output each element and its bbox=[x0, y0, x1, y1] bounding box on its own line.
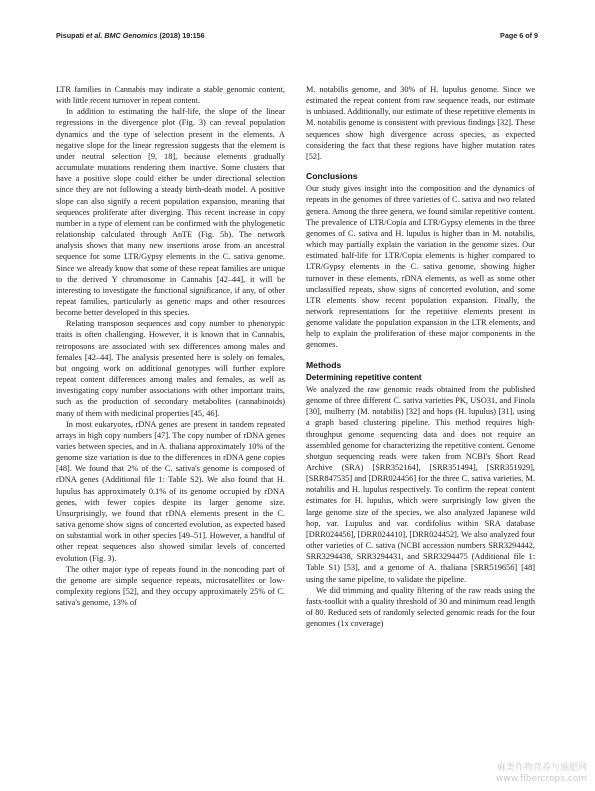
paragraph: The other major type of repeats found in the noncoding part of the genome are simple sequence repeats, microsatellites or low-complexity regions [52], and they occupy approximately 25% of C. sativa's genome, 13% of bbox=[56, 564, 285, 608]
header-authors: Pisupati bbox=[56, 31, 86, 40]
header-et-al: et al. bbox=[85, 31, 103, 40]
watermark-line: 麻类作物营养与施肥网 bbox=[496, 763, 587, 773]
paragraph: Our study gives insight into the composition and the dynamics of repeats in the genomes of three varieties of C. sativa and two related genera. Among the three genera, we found similar repetitive content. The prevalence of LTR/Copia and LTR/Gypsy elements in the three genomes of C. sativa and H. lupulus is higher than in M. notabilis, which may partially explain the variation in the genome sizes. Our estimated half-life for LTR/Copia elements is higher compared to LTR/Gypsy elements in the C. sativa genome, showing higher turnover in these elements. rDNA elements, as well as some other unclassified repeats, show signs of concerted evolution, and some LTR elements show recent population expansion. Finally, the network representations for the repetitive elements present in genome validate the population expansion in the LTR elements, and help to explain the proliferation of these major components in the genomes. bbox=[306, 184, 535, 350]
paragraph: Relating transposon sequences and copy number to phenotypic traits is often challenging. However, it is known that in Cannabis, retroposons are associated with sex differences among males and females [42–44]. The analysis presented here is solely on females, but ongoing work on additional genotypes will further explore repeat content differences among males and females, as well as investigating copy number associations with other important traits, such as the production of secondary metabolites (cannabinoids) many of them with medicinal properties [45, 46]. bbox=[56, 319, 285, 418]
paragraph: M. notabilis genome, and 30% of H. lupulus genome. Since we estimated the repeat content from raw sequence reads, our estimate is unbiased. Additionally, our estimate of these repetitive elements in M. notabilis genome is consistent with previous findings [32]. These sequences show high divergence across species, as expected considering the fact that these regions have higher mutation rates [52]. bbox=[306, 85, 535, 161]
right-column bbox=[306, 84, 535, 629]
paragraph: We analyzed the raw genomic reads obtained from the published genome of three different C. sativa varieties PK, USO31, and Finola [30], mulberry (M. notabilis) [32] and hops (H. lupulus) [31], using a graph based clustering pipeline. This method requires high-throughput genome sequencing data and does not require an assembled genome for characterizing the repetitive content. Genome shotgun sequencing reads were taken from NCBI's Short Read Archive (SRA) [SRR352164], [SRR351494], [SRR351929], [SRR847535] and [DRR024456] for the three C. sativa varieties, M. notabilis and H. lupulus respectively. To confirm the repeat content estimates for H. lupulus, which were surprisingly low given the large genome size of the species, we also analyzed Japanese wild hop, var. Lupulus and var. cordifolius within SRA database [DRR024456], [DRR024410], [DRR024452]. We also analyzed four other varieties of C. sativa (NCBI accession numbers SRR3294442, SRR3294438, SRR3294431, and SRR3294475 (Additional file 1: Table S1) [53], and a genome of A. thaliana [SRR519656] [48] using the same pipeline, to validate the pipeline. bbox=[306, 384, 535, 584]
watermark bbox=[496, 763, 587, 785]
paragraph: In addition to estimating the half-life, the slope of the linear regressions in the divergence plot (Fig. 3) can reveal population dynamics and the type of selection present in the elements. A negative slope for the linear regression suggests that the element is under neutral selection [9, 18], because elements gradually accumulate mutations rendering them inactive. Some clusters that have a positive slope could either be under directional selection since they are not following a steady birth-death model. A positive slope can also signify a recent population expansion, meaning that sequences proliferate after diverging. This recent increase in copy number in a type of element can be confirmed with the phylogenetic relationship calculated through AnTE (Fig. 5b). The network analysis shows that many new insertions arose from an ancestral sequence for some LTR/Gypsy elements in the C. sativa genome. Since we already know that some of these repeat families are unique to the derived Y chromosome in Cannabis [42–44], it will be interesting to investigate the functional significance, if any, of other repeat families, particularly as genetic maps and other resources become better developed in this species. bbox=[56, 107, 285, 318]
header-citation: (2018) 19:156 bbox=[159, 31, 205, 40]
page-number: Page 6 of 9 bbox=[500, 31, 538, 40]
running-header bbox=[56, 31, 205, 40]
header-journal: BMC Genomics bbox=[104, 31, 158, 40]
section-heading-conclusions: Conclusions bbox=[306, 171, 358, 182]
left-column bbox=[56, 84, 285, 608]
section-heading-methods: Methods bbox=[306, 359, 342, 370]
paragraph: We did trimming and quality filtering of the raw reads using the fastx-toolkit with a quality threshold of 30 and minimum read length of 80. Reduced sets of randomly selected genomic reads for the four genomes (1x coverage) bbox=[306, 585, 535, 629]
subsection-heading: Determining repetitive content bbox=[306, 372, 422, 382]
paragraph: In most eukaryotes, rDNA genes are present in tandem repeated arrays in high copy numbers [47]. The copy number of rDNA genes varies between species, and in A. thaliana approximately 10% of the genome size variation is due to the differences in rDNA gene copies [48]. We found that 2% of the C. sativa's genome is composed of rDNA genes (Additional file 1: Table S2). We also found that H. lupulus has approximately 0.1% of its genome occupied by rDNA genes, with fewer copies despite its larger genome size. Unsurprisingly, we found that rDNA elements present in the C. sativa genome show signs of concerted evolution, as expected based on substantial work in other species [49–51]. However, a handful of other repeat sequences also showed similar levels of concerted evolution (Fig. 3). bbox=[56, 419, 285, 563]
paragraph: LTR families in Cannabis may indicate a stable genomic content, with little recent turnover in repeat content. bbox=[56, 85, 285, 106]
watermark-line: www.fibercrops.com bbox=[496, 774, 587, 784]
